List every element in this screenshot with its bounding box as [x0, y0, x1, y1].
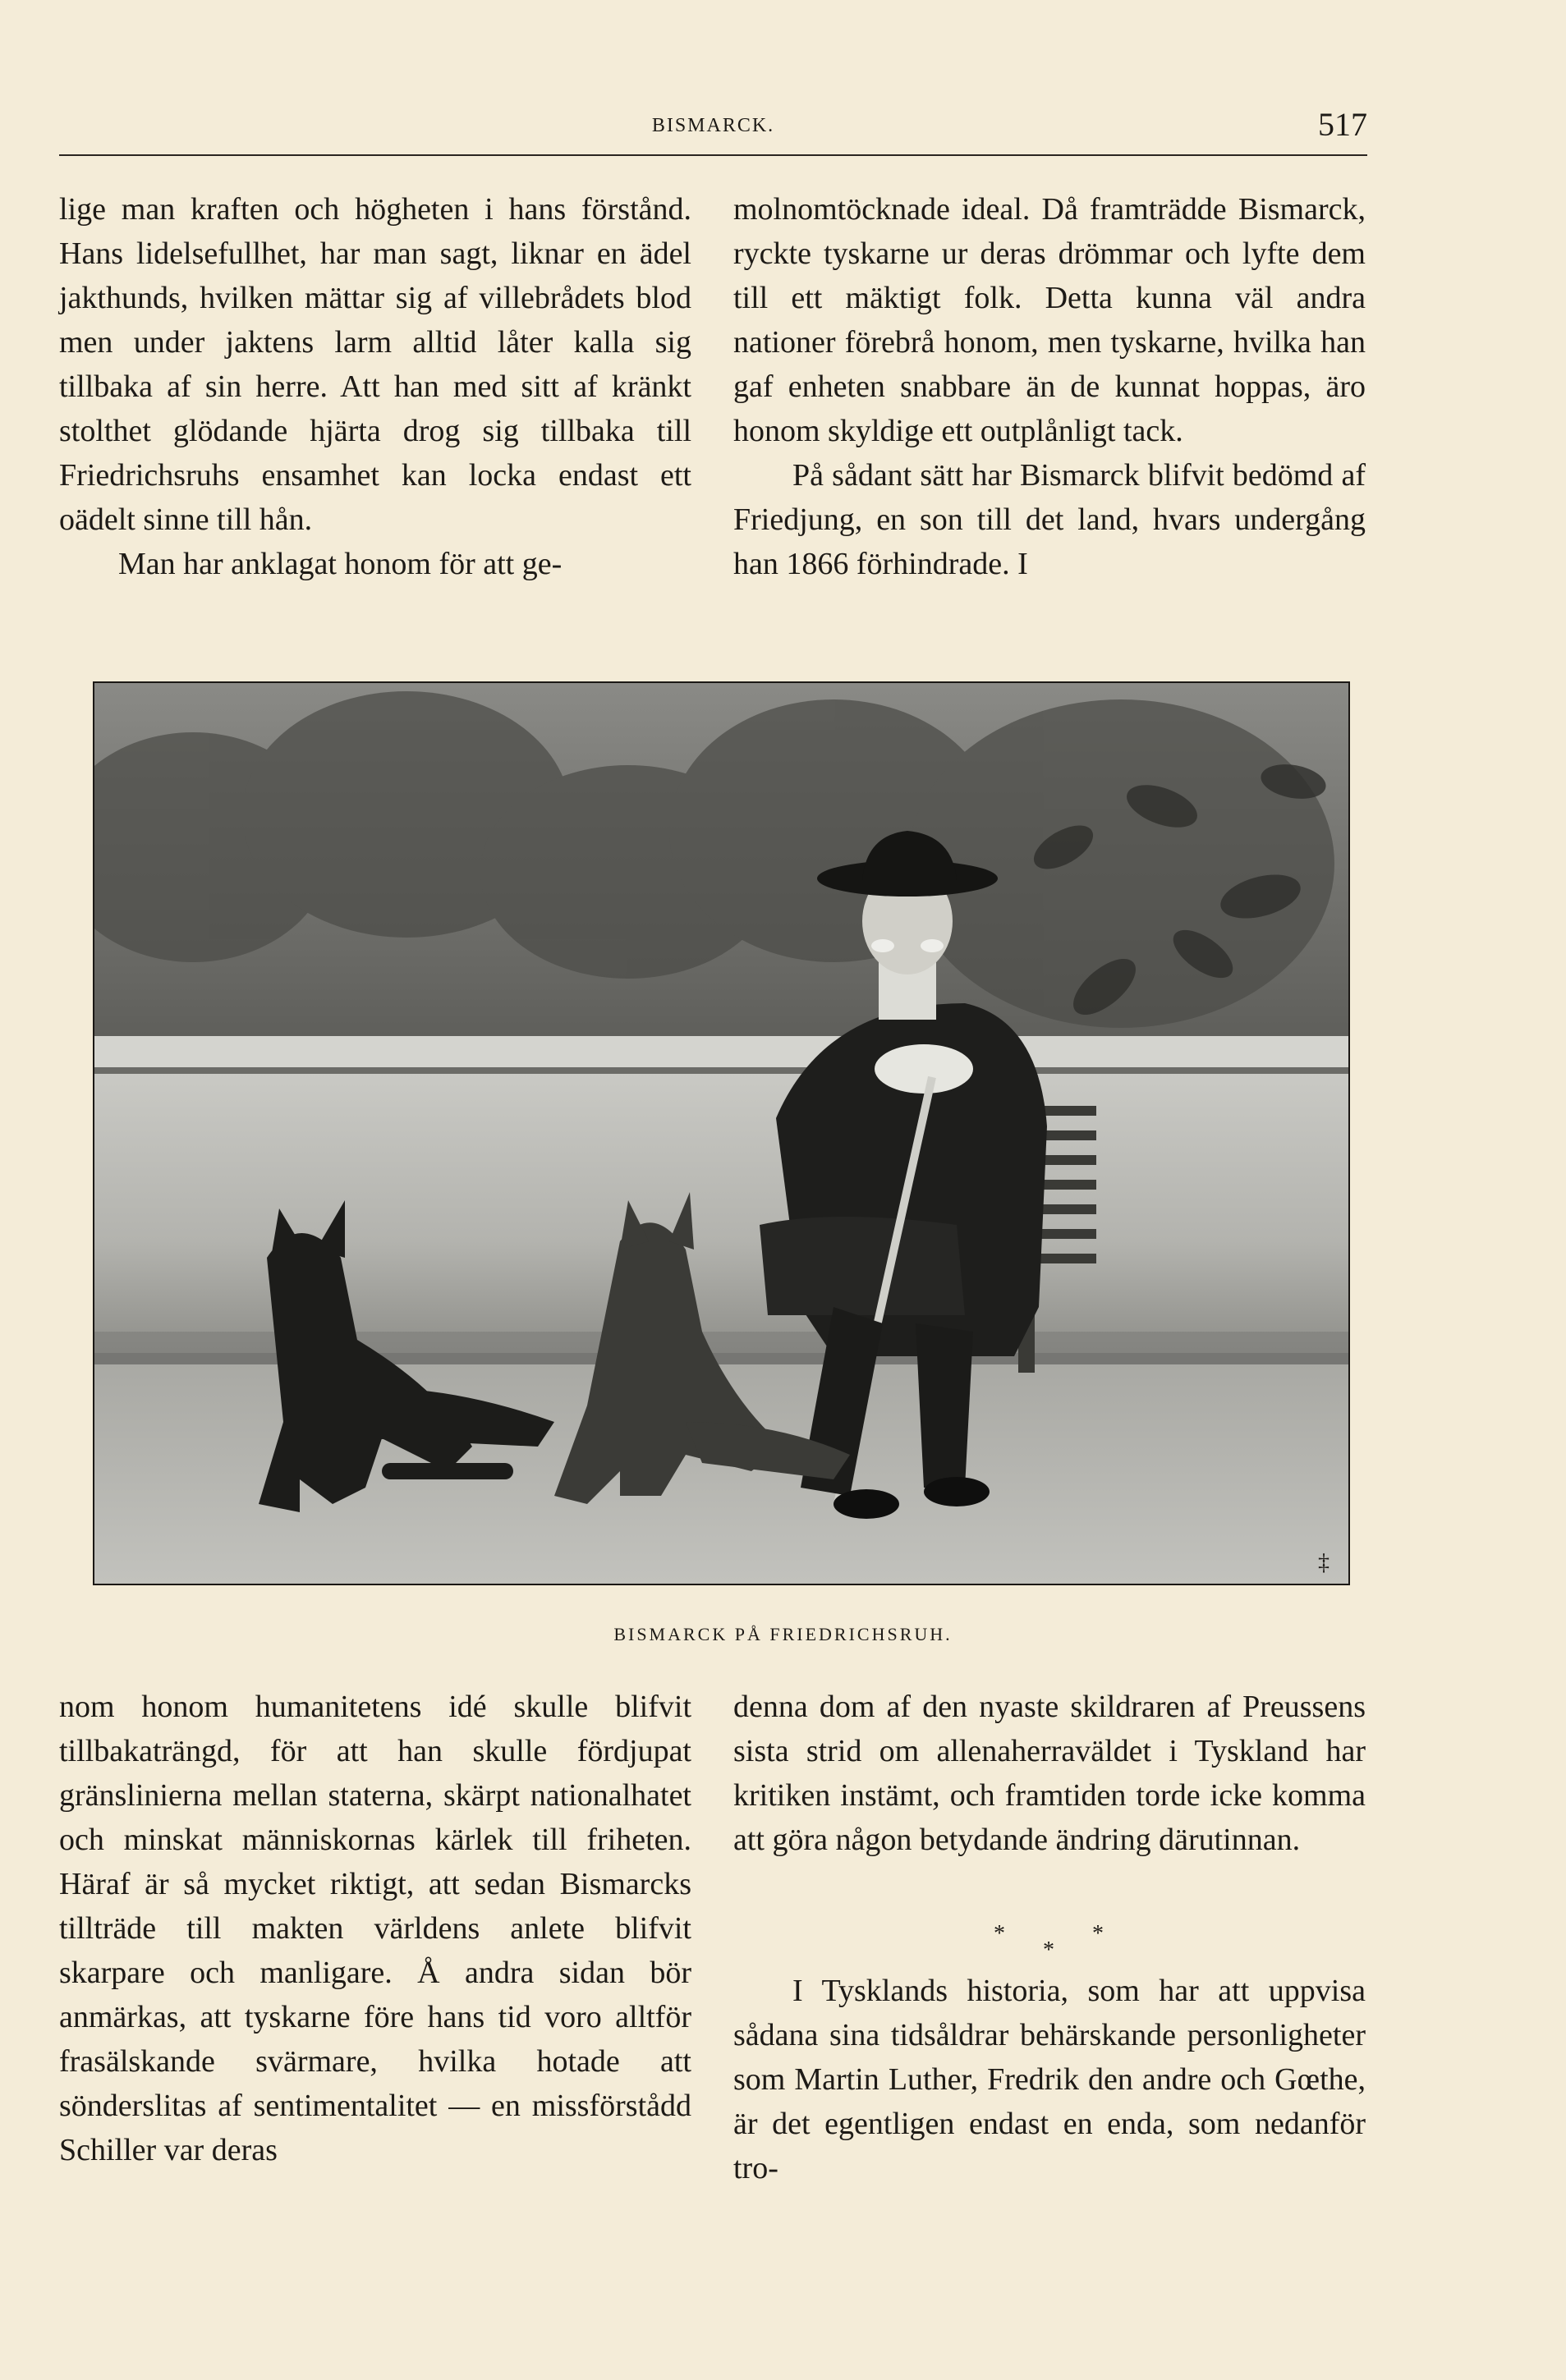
page-number: 517 [1318, 106, 1367, 143]
paragraph: Man har anklagat honom för att ge- [118, 547, 563, 581]
text-column-top-right [733, 187, 1366, 586]
paragraph: molnomtöcknade ideal. Då framträdde Bismarck, ryckte tyskarne ur deras drömmar och lyfte dem till ett mäktigt folk. Detta kunna väl andra nationer förebrå honom, men tyskarne, hvilka han gaf enheten snabbare än de kunnat hoppas, äro honom skyldige ett outplånligt tack. [733, 192, 1366, 448]
page-header [59, 105, 1367, 156]
svg-text:‡: ‡ [1318, 1550, 1329, 1575]
asterisk: * [1092, 1921, 1104, 1947]
figure-caption: BISMARCK PÅ FRIEDRICHSRUH. [613, 1624, 953, 1644]
text-column-bottom-left [59, 1685, 691, 2172]
paragraph: denna dom af den nyaste skildraren af Preussens sista strid om allenaherraväldet i Tyskland har kritiken instämt, och framtiden torde icke komma att göra någon betydande ändring därutinnan. [733, 1690, 1366, 1857]
section-asterism [944, 1921, 1141, 1962]
running-title: BISMARCK. [651, 115, 775, 136]
asterisk: * [994, 1921, 1005, 1947]
paragraph: I Tysklands historia, som har att uppvisa sådana sina tidsåldrar behärskande personligheter som Martin Luther, Fredrik den andre och Gœthe, är det egentligen endast en enda, som nedanför tro- [733, 1974, 1366, 2185]
paragraph: lige man kraften och högheten i hans förstånd. Hans lidelsefullhet, har man sagt, liknar en ädel jakthunds, hvilken mättar sig af villebrådets blod men under jaktens larm alltid låter kalla sig tillbaka af sin herre. Att han med sitt af kränkt stolthet glödande hjärta drog sig tillbaka till Friedrichsruhs ensamhet kan locka endast ett oädelt sinne till hån. [59, 192, 691, 537]
asterisk: * [1043, 1937, 1054, 1963]
text-column-top-left [59, 187, 691, 586]
photograph-bismarck-with-dogs [93, 681, 1350, 1585]
paragraph: På sådant sätt har Bismarck blifvit bedömd af Friedjung, en son till det land, hvars undergång han 1866 förhindrade. I [733, 458, 1366, 581]
paragraph: nom honom humanitetens idé skulle blifvit tillbakaträngd, för att han skulle fördjupat gränslinierna mellan staterna, skärpt nationalhatet och minskat människornas kärlek till friheten. Häraf är så mycket riktigt, att sedan Bismarcks tillträde till makten världens anlete blifvit skarpare och manligare. Å andra sidan bör anmärkas, att tyskarne före hans tid voro alltför frasälskande svärmare, hvilka hotade att sönderslitas af sentimentalitet — en missförstådd Schiller var deras [59, 1690, 691, 2167]
